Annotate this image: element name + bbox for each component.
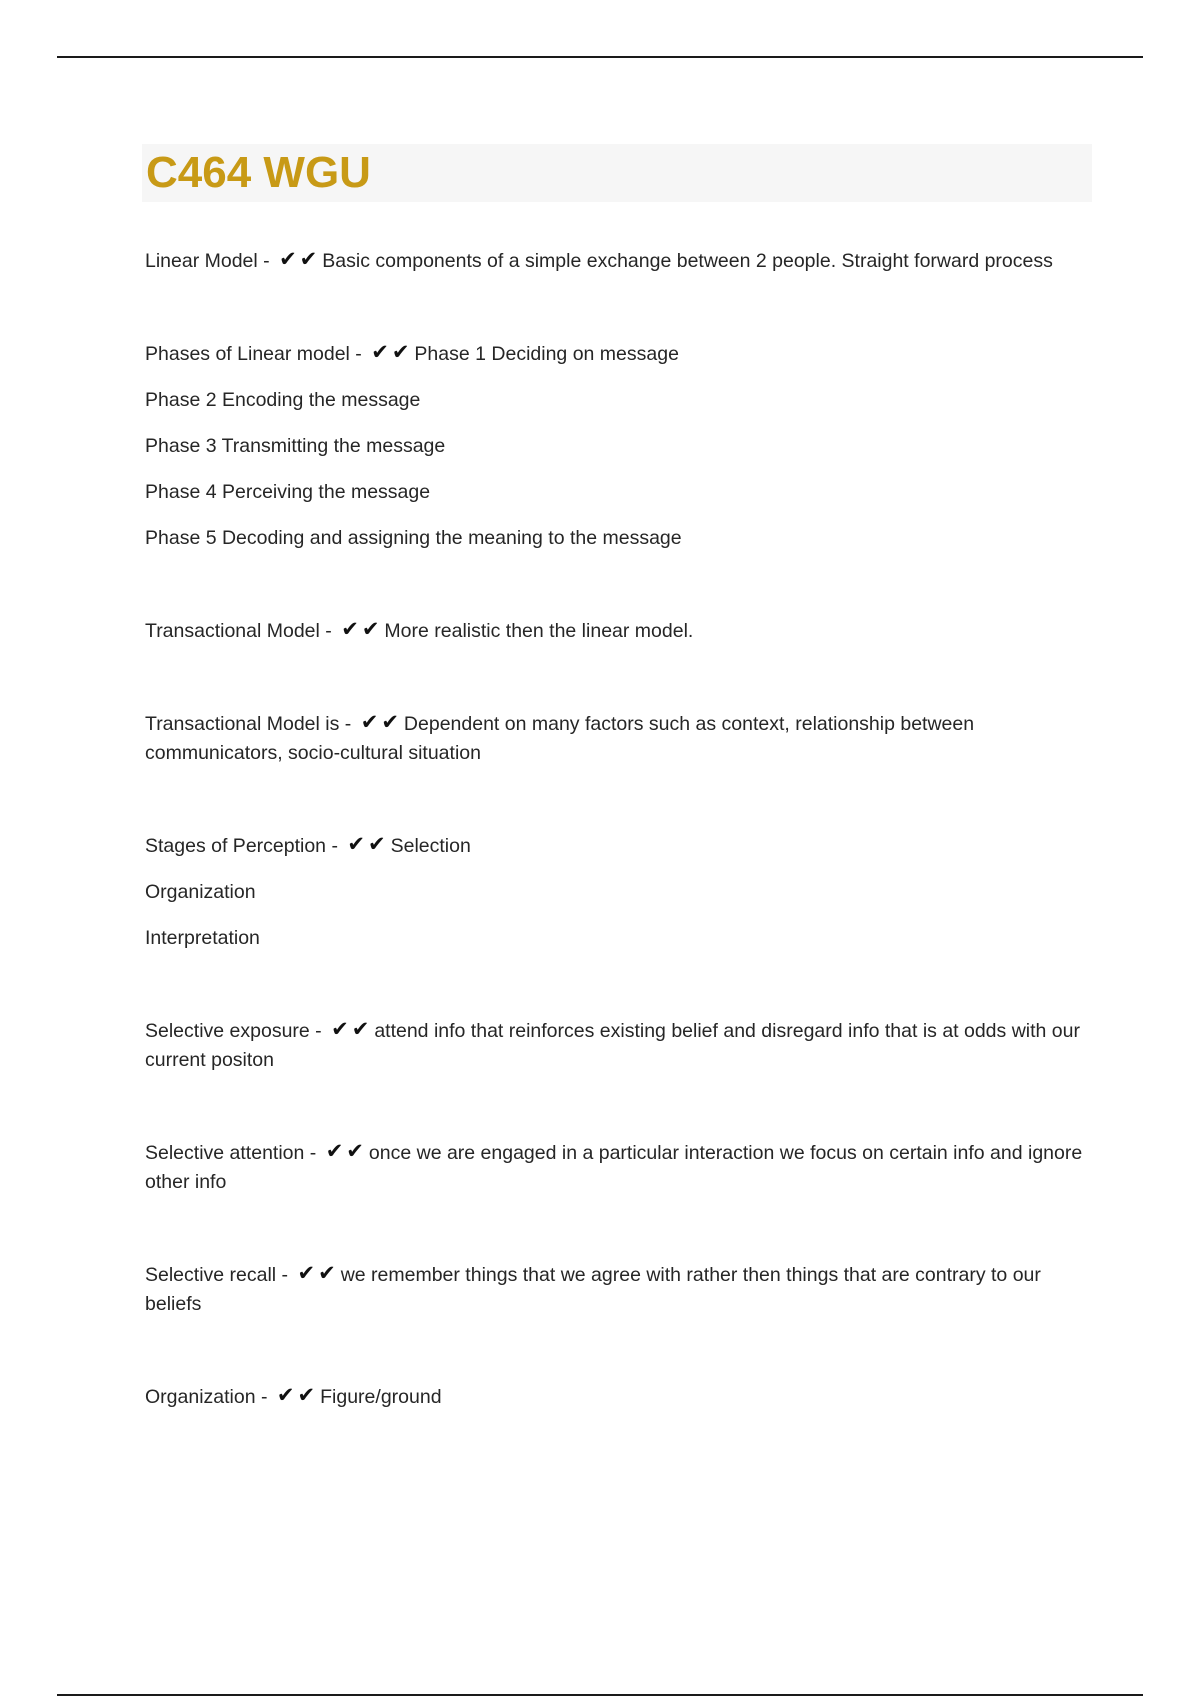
term-label: Selective exposure (145, 1020, 310, 1042)
double-check-icon: ✔✔ (347, 832, 389, 856)
double-check-icon: ✔✔ (360, 710, 402, 734)
flashcard-line (145, 1260, 1085, 1319)
term-label: Phases of Linear model (145, 343, 350, 365)
flashcard-item (145, 709, 1085, 768)
flashcard-line (145, 1382, 1085, 1412)
double-check-icon: ✔✔ (341, 617, 383, 641)
top-rule (57, 56, 1143, 58)
flashcard-line (145, 709, 1085, 768)
bottom-rule (57, 1694, 1143, 1696)
term-label: Transactional Model is (145, 713, 340, 735)
double-check-icon: ✔✔ (276, 1383, 319, 1407)
flashcard-item (145, 339, 1085, 553)
definition-continuation: Interpretation (145, 927, 260, 949)
term-separator: - (319, 620, 338, 642)
double-check-icon: ✔✔ (371, 340, 413, 364)
definition-text: Figure/ground (320, 1386, 442, 1408)
term-label: Organization (145, 1386, 256, 1408)
flashcard-line (145, 339, 1085, 369)
flashcard-item (145, 1260, 1085, 1319)
term-separator: - (304, 1142, 322, 1164)
term-separator: - (349, 343, 368, 365)
definition-text: once we are engaged in a particular interaction we focus on certain info and ignore other info (145, 1142, 1083, 1193)
document-title: C464 WGU (146, 148, 371, 197)
term-separator: - (255, 1386, 273, 1408)
definition-continuation: Phase 5 Decoding and assigning the meaning to the message (145, 527, 682, 549)
flashcard-line (145, 616, 1085, 646)
double-check-icon: ✔✔ (279, 247, 321, 271)
flashcard-item (145, 616, 1085, 646)
term-label: Transactional Model (145, 620, 320, 642)
flashcard-line (145, 246, 1085, 276)
definition-text: Phase 1 Deciding on message (414, 343, 679, 365)
definition-text: More realistic then the linear model. (384, 620, 694, 642)
flashcard-item (145, 1138, 1085, 1197)
double-check-icon: ✔✔ (297, 1261, 339, 1285)
term-separator: - (309, 1020, 328, 1042)
term-label: Selective attention (145, 1142, 305, 1164)
definition-text: we remember things that we agree with rather then things that are contrary to our beliefs (145, 1264, 1041, 1315)
term-separator: - (326, 835, 344, 857)
definition-continuation: Phase 4 Perceiving the message (145, 481, 431, 503)
flashcard-item (145, 831, 1085, 953)
term-label: Linear Model (145, 250, 258, 272)
term-separator: - (339, 713, 357, 735)
double-check-icon: ✔✔ (325, 1139, 367, 1163)
definition-continuation: Organization (145, 881, 256, 903)
flashcard-item (145, 1382, 1085, 1412)
term-label: Stages of Perception (145, 835, 327, 857)
definition-text: Basic components of a simple exchange between 2 people. Straight forward process (322, 250, 1053, 272)
definition-continuation: Phase 3 Transmitting the message (145, 435, 446, 457)
double-check-icon: ✔✔ (331, 1017, 373, 1041)
flashcard-line (145, 831, 1085, 861)
flashcard-item (145, 1016, 1085, 1075)
term-separator: - (276, 1264, 294, 1286)
definition-continuation: Phase 2 Encoding the message (145, 389, 421, 411)
term-label: Selective recall (145, 1264, 277, 1286)
flashcard-line (145, 1016, 1085, 1075)
definition-text: attend info that reinforces existing belief and disregard info that is at odds with our current positon (145, 1020, 1080, 1071)
flashcard-item (145, 246, 1085, 276)
term-separator: - (257, 250, 276, 272)
flashcard-list (145, 246, 1085, 1412)
flashcard-line (145, 1138, 1085, 1197)
definition-text: Selection (390, 835, 471, 857)
definition-text: Dependent on many factors such as context, relationship between communicators, socio-cultural situation (145, 713, 975, 764)
